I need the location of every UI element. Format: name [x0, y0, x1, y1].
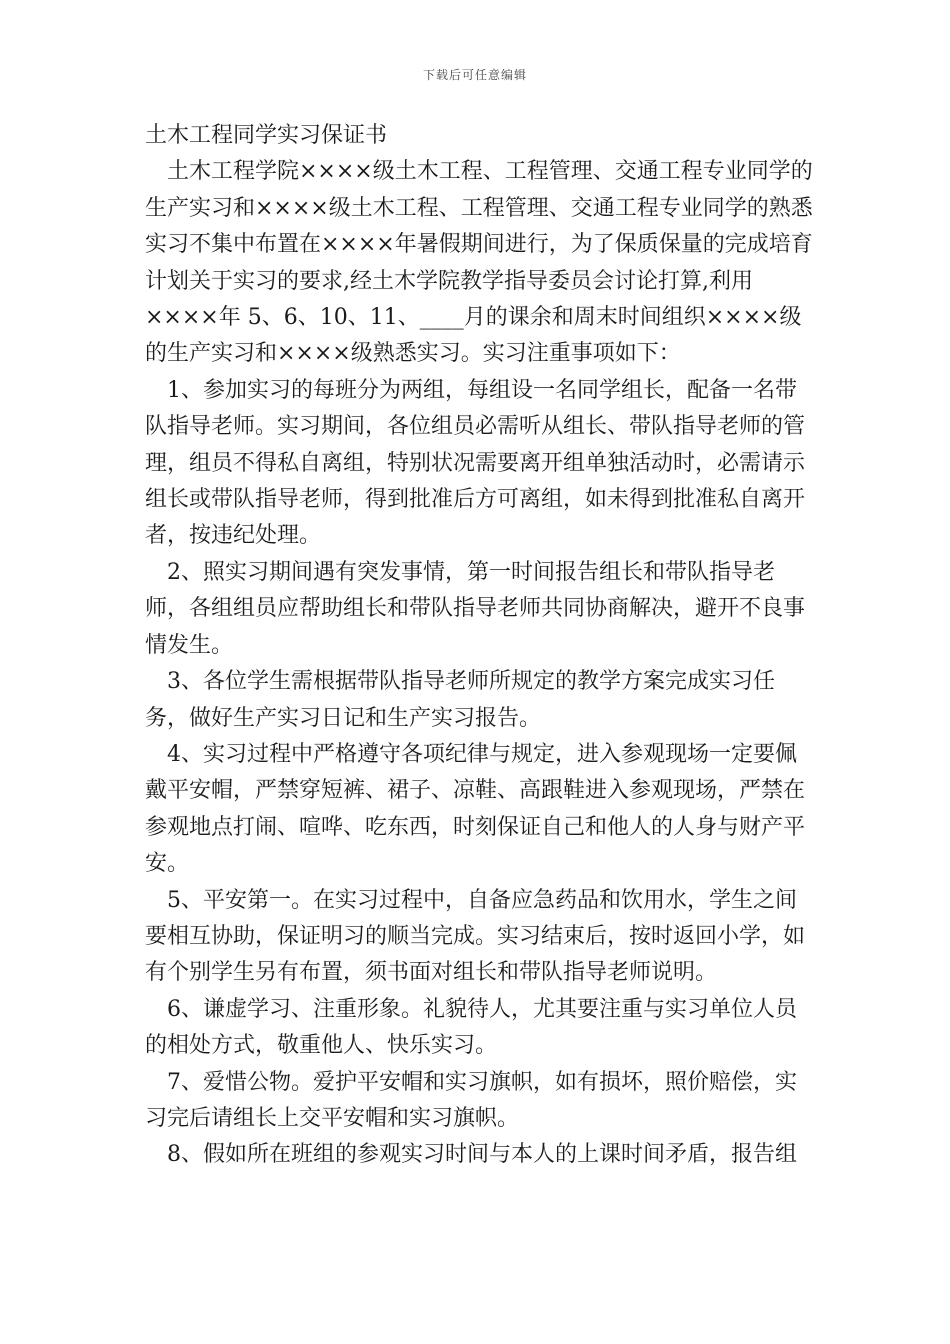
document-body — [145, 118, 813, 1174]
list-item-8: 8、假如所在班组的参观实习时间与本人的上课时间矛盾，报告组 — [167, 1142, 797, 1168]
list-item-6: 6、谦虚学习、注重形象。礼貌待人，尤其要注重与实习单位人员的相处方式，敬重他人、快乐实习。 — [145, 996, 797, 1059]
list-item-7: 7、爱惜公物。爱护平安帽和实习旗帜，如有损坏，照价赔偿，实习完后请组长上交平安帽和实习旗帜。 — [145, 1069, 797, 1131]
list-item-4: 4、实习过程中严格遵守各项纪律与规定，进入参观现场一定要佩戴平安帽，严禁穿短裤、裙子、凉鞋、高跟鞋进入参观现场，严禁在参观地点打闹、喧哗、吃东西，时刻保证自己和他人的人身与财产平安。 — [145, 741, 806, 877]
list-item-3: 3、各位学生需根据带队指导老师所规定的教学方案完成实习任务，做好生产实习日记和生产实习报告。 — [145, 669, 775, 731]
list-item-5: 5、平安第一。在实习过程中，自备应急药品和饮用水，学生之间要相互协助，保证明习的顺当完成。实习结束后，按时返回小学，如有个别学生另有布置，须书面对组长和带队指导老师说明。 — [145, 887, 806, 986]
page-header-note: 下载后可任意编辑 — [422, 68, 527, 82]
intro-paragraph: 土木工程学院××××级土木工程、工程管理、交通工程专业同学的生产实习和××××级土木工程、工程管理、交通工程专业同学的熟悉实习不集中布置在××××年暑假期间进行，为了保质保量的完成培育计划关于实习的要求,经土木学院教学指导委员会讨论打算,利用××××年 5、6、10、11、____月的课余和周末时间组织××××级的生产实习和××××级熟悉实习。实习注重事项如下： — [145, 159, 813, 367]
list-item-2: 2、照实习期间遇有突发事情，第一时间报告组长和带队指导老师，各组组员应帮助组长和带队指导老师共同协商解决，避开不良事情发生。 — [145, 559, 806, 658]
document-title: 土木工程同学实习保证书 — [145, 123, 388, 148]
list-item-1: 1、参加实习的每班分为两组，每组设一名同学组长，配备一名带队指导老师。实习期间，各位组员必需听从组长、带队指导老师的管理，组员不得私自离组，特别状况需要离开组单独活动时，必需请示组长或带队指导老师，得到批准后方可离组，如未得到批准私自离开者，按违纪处理。 — [145, 377, 806, 549]
